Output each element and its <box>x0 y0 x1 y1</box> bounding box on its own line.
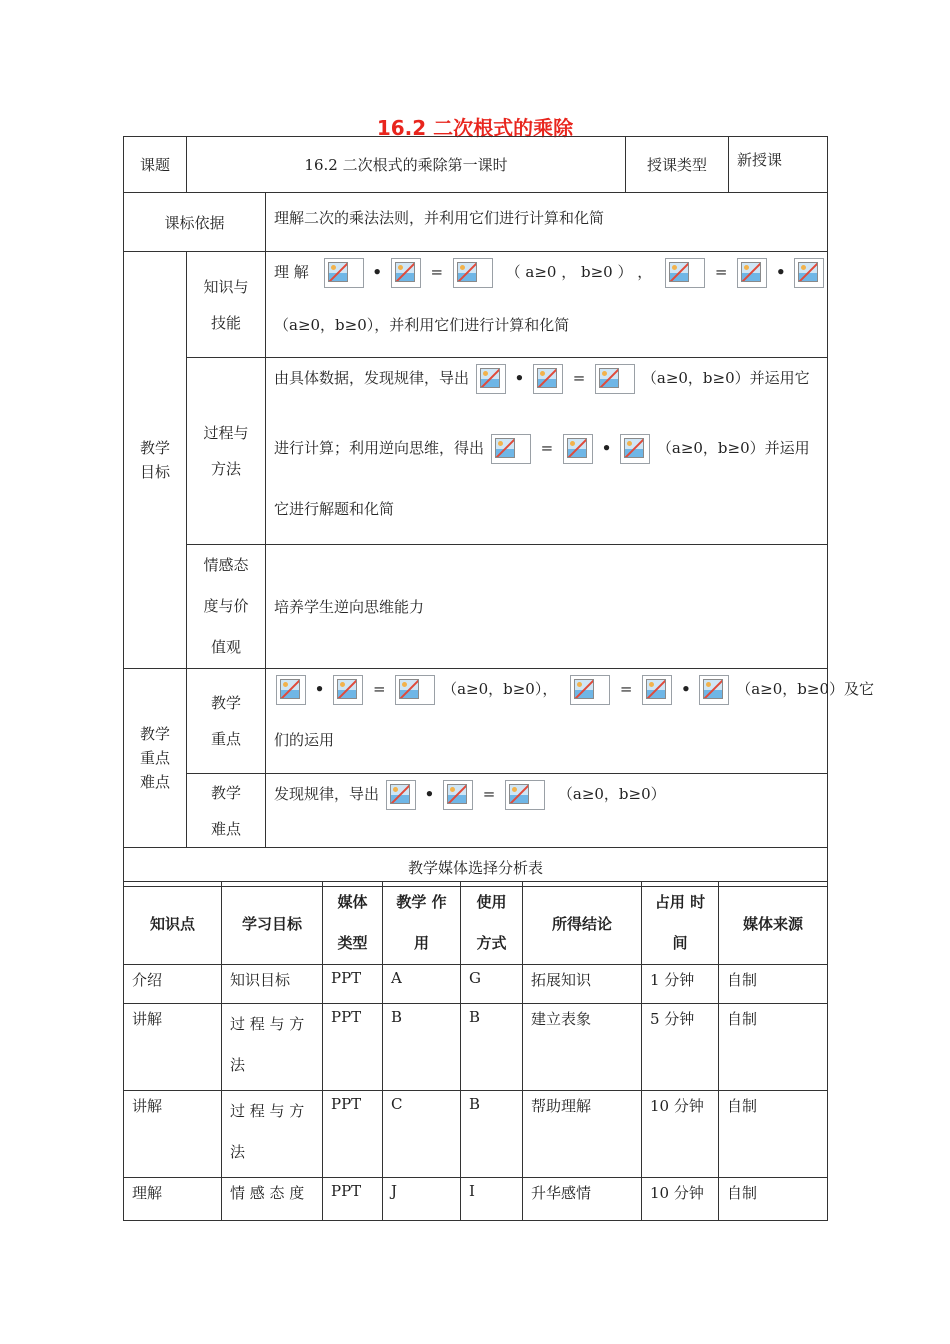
goals-label: 教学目标 <box>124 252 187 669</box>
media-header-row <box>124 882 828 965</box>
sqrt-b-image <box>443 780 473 810</box>
sqrt-a-image <box>642 675 672 705</box>
header-cell: 占用 时间 <box>642 882 719 965</box>
equals-symbol: = <box>372 680 386 698</box>
cell: PPT <box>323 1004 383 1091</box>
cell: 自制 <box>719 965 828 1004</box>
sqrt-b-image <box>333 675 363 705</box>
difficulty-content <box>266 774 828 848</box>
lesson-plan-table <box>123 136 874 887</box>
equals-symbol: = <box>714 263 728 281</box>
cell: 理解 <box>124 1178 222 1221</box>
cell: 知识目标 <box>222 965 323 1004</box>
cell: 建立表象 <box>523 1004 642 1091</box>
sqrt-a-image <box>386 780 416 810</box>
basis-label: 课标依据 <box>124 193 266 252</box>
difficulty-cond: （a≥0，b≥0） <box>557 785 666 803</box>
cell: 过 程 与 方 法 <box>222 1004 323 1091</box>
difficulty-lead: 发现规律，导出 <box>274 785 380 803</box>
focus-line2: 们的运用 <box>274 731 335 749</box>
sqrt-ab-image <box>395 675 435 705</box>
cell: A <box>383 965 461 1004</box>
dot-symbol: • <box>314 680 325 698</box>
sqrt-b-image <box>699 675 729 705</box>
sqrt-ab-image <box>665 258 705 288</box>
cell: 讲解 <box>124 1004 222 1091</box>
cell: 1 分钟 <box>642 965 719 1004</box>
equals-symbol: = <box>572 369 586 387</box>
cell: PPT <box>323 965 383 1004</box>
media-table <box>123 881 828 1221</box>
header-cell: 学习目标 <box>222 882 323 965</box>
sqrt-ab-image <box>595 364 635 394</box>
cell: 升华感情 <box>523 1178 642 1221</box>
sqrt-a-image <box>737 258 767 288</box>
sqrt-b-image <box>533 364 563 394</box>
focus-label: 教学重点 <box>187 669 266 774</box>
page-title: 16.2 二次根式的乘除 <box>376 116 574 140</box>
knowledge-lead: 理 解 <box>274 263 309 281</box>
dot-symbol: • <box>681 680 691 698</box>
topic-label: 课题 <box>124 137 187 193</box>
dot-symbol: • <box>601 439 612 457</box>
process-cond1: （a≥0，b≥0）并运用它 <box>641 369 810 387</box>
cell: 过 程 与 方 法 <box>222 1091 323 1178</box>
cell: C <box>383 1091 461 1178</box>
header-cell: 媒体类型 <box>323 882 383 965</box>
cell: 介绍 <box>124 965 222 1004</box>
process-cond2: （a≥0，b≥0）并运用 <box>656 439 810 457</box>
header-cell: 知识点 <box>124 882 222 965</box>
knowledge-line2: （a≥0，b≥0），并利用它们进行计算和化简 <box>274 316 570 334</box>
knowledge-label: 知识与技能 <box>187 252 266 358</box>
sqrt-ab-image <box>491 434 531 464</box>
table-row <box>124 965 828 1004</box>
sqrt-ab-image <box>505 780 545 810</box>
process-line3: 它进行解题和化简 <box>274 500 395 518</box>
emotion-text: 培养学生逆向思维能力 <box>266 545 828 669</box>
cell: B <box>461 1004 523 1091</box>
cell: PPT <box>323 1091 383 1178</box>
process-content <box>266 358 828 545</box>
header-cell: 教学 作用 <box>383 882 461 965</box>
lesson-type-value: 新授课 <box>729 137 828 193</box>
equals-symbol: = <box>619 680 633 698</box>
equals-symbol: = <box>482 785 496 803</box>
cell: 10 分钟 <box>642 1091 719 1178</box>
sqrt-a-image <box>276 675 306 705</box>
cell: B <box>383 1004 461 1091</box>
knowledge-content <box>266 252 828 358</box>
table-row <box>124 1091 828 1178</box>
cell: 自制 <box>719 1004 828 1091</box>
sqrt-a-image <box>324 258 364 288</box>
knowledge-cond1: （ a≥0 ， b≥0 ） ， <box>505 263 653 281</box>
table-row <box>124 1178 828 1221</box>
cell: G <box>461 965 523 1004</box>
equals-symbol: = <box>540 439 554 457</box>
sqrt-a-image <box>476 364 506 394</box>
emotion-label: 情感态度与价值观 <box>187 545 266 669</box>
cell: J <box>383 1178 461 1221</box>
header-cell: 使用方式 <box>461 882 523 965</box>
sqrt-b-image <box>620 434 650 464</box>
cell: 5 分钟 <box>642 1004 719 1091</box>
table-row <box>124 1004 828 1091</box>
sqrt-ab-image <box>453 258 493 288</box>
cell: 拓展知识 <box>523 965 642 1004</box>
key-label: 教学重点难点 <box>124 669 187 848</box>
focus-cond2: （a≥0，b≥0）及它 <box>736 680 874 698</box>
cell: 情 感 态 度 <box>222 1178 323 1221</box>
dot-symbol: • <box>514 369 525 387</box>
focus-cond1: （a≥0，b≥0）， <box>442 680 558 698</box>
sqrt-a-image <box>563 434 593 464</box>
dot-symbol: • <box>372 263 382 281</box>
process-label: 过程与方法 <box>187 358 266 545</box>
header-cell: 媒体来源 <box>719 882 828 965</box>
basis-text: 理解二次的乘法法则，并利用它们进行计算和化简 <box>266 193 828 252</box>
sqrt-ab-image <box>570 675 610 705</box>
cell: 自制 <box>719 1178 828 1221</box>
cell: PPT <box>323 1178 383 1221</box>
cell: 讲解 <box>124 1091 222 1178</box>
dot-symbol: • <box>424 785 435 803</box>
difficulty-label: 教学难点 <box>187 774 266 848</box>
sqrt-b-image <box>391 258 421 288</box>
media-table-title: 教学媒体选择分析表 <box>124 848 828 887</box>
cell: 帮助理解 <box>523 1091 642 1178</box>
process-lead: 由具体数据，发现规律，导出 <box>274 369 470 387</box>
equals-symbol: = <box>430 263 444 281</box>
cell: B <box>461 1091 523 1178</box>
cell: 自制 <box>719 1091 828 1178</box>
topic-value: 16.2 二次根式的乘除第一课时 <box>187 137 626 193</box>
cell: 10 分钟 <box>642 1178 719 1221</box>
process-lead2: 进行计算；利用逆向思维，得出 <box>274 439 485 457</box>
lesson-type-label: 授课类型 <box>626 137 729 193</box>
dot-symbol: • <box>775 263 786 281</box>
sqrt-b-image <box>794 258 824 288</box>
header-cell: 所得结论 <box>523 882 642 965</box>
cell: I <box>461 1178 523 1221</box>
focus-content <box>266 669 874 774</box>
